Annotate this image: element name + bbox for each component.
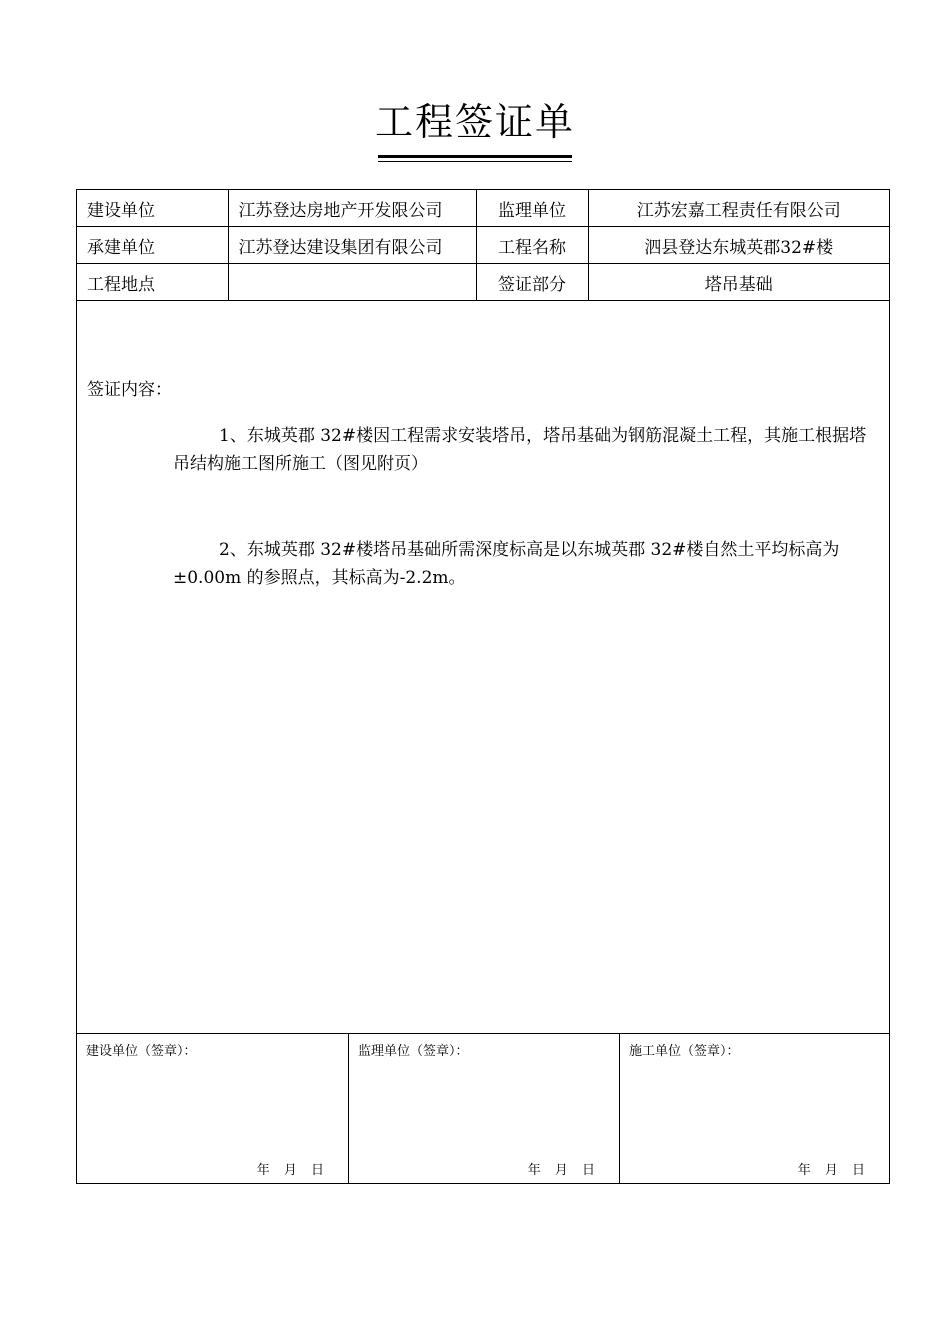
signature-label: 施工单位（签章）：	[629, 1044, 740, 1059]
content-paragraph-2: 2、东城英郡 32#楼塔吊基础所需深度标高是以东城英郡 32#楼自然土平均标高为±0.00m 的参照点，其标高为-2.2m。	[173, 540, 840, 588]
supervision-unit-signature	[348, 1034, 619, 1184]
visa-content-label: 签证内容：	[87, 380, 172, 400]
visa-part-value: 塔吊基础	[588, 264, 889, 301]
project-name-value: 泗县登达东城英郡32#楼	[588, 227, 889, 264]
visa-content-area	[77, 301, 889, 1033]
supervision-unit-label: 监理单位	[476, 190, 588, 227]
supervision-unit-value: 江苏宏嘉工程责任有限公司	[588, 190, 889, 227]
construction-unit-signature	[77, 1034, 348, 1184]
construction-unit-value: 江苏登达房地产开发限公司	[228, 190, 476, 227]
table-row	[77, 190, 889, 227]
contractor-value: 江苏登达建设集团有限公司	[228, 227, 476, 264]
signature-date: 年 月 日	[797, 1163, 865, 1178]
project-name-label: 工程名称	[476, 227, 588, 264]
construction-unit-label: 建设单位	[77, 190, 228, 227]
signature-date: 年 月 日	[527, 1163, 595, 1178]
signature-row	[77, 1033, 889, 1184]
title-underline-thin	[378, 161, 572, 162]
visa-part-label: 签证部分	[476, 264, 588, 301]
signature-label: 监理单位（签章）：	[358, 1044, 469, 1059]
project-location-value	[228, 264, 476, 301]
signature-label: 建设单位（签章）：	[86, 1044, 197, 1059]
info-table	[77, 190, 889, 301]
project-location-label: 工程地点	[77, 264, 228, 301]
table-row	[77, 264, 889, 301]
visa-form	[76, 189, 890, 1184]
signature-date: 年 月 日	[256, 1163, 324, 1178]
content-paragraph-1: 1、东城英郡 32#楼因工程需求安装塔吊，塔吊基础为钢筋混凝土工程，其施工根据塔吊结构施工图所施工（图见附页）	[173, 426, 867, 474]
title-underline-thick	[378, 155, 572, 158]
table-row	[77, 227, 889, 264]
page-title: 工程签证单	[374, 100, 575, 144]
contractor-signature	[619, 1034, 889, 1184]
contractor-label: 承建单位	[77, 227, 228, 264]
